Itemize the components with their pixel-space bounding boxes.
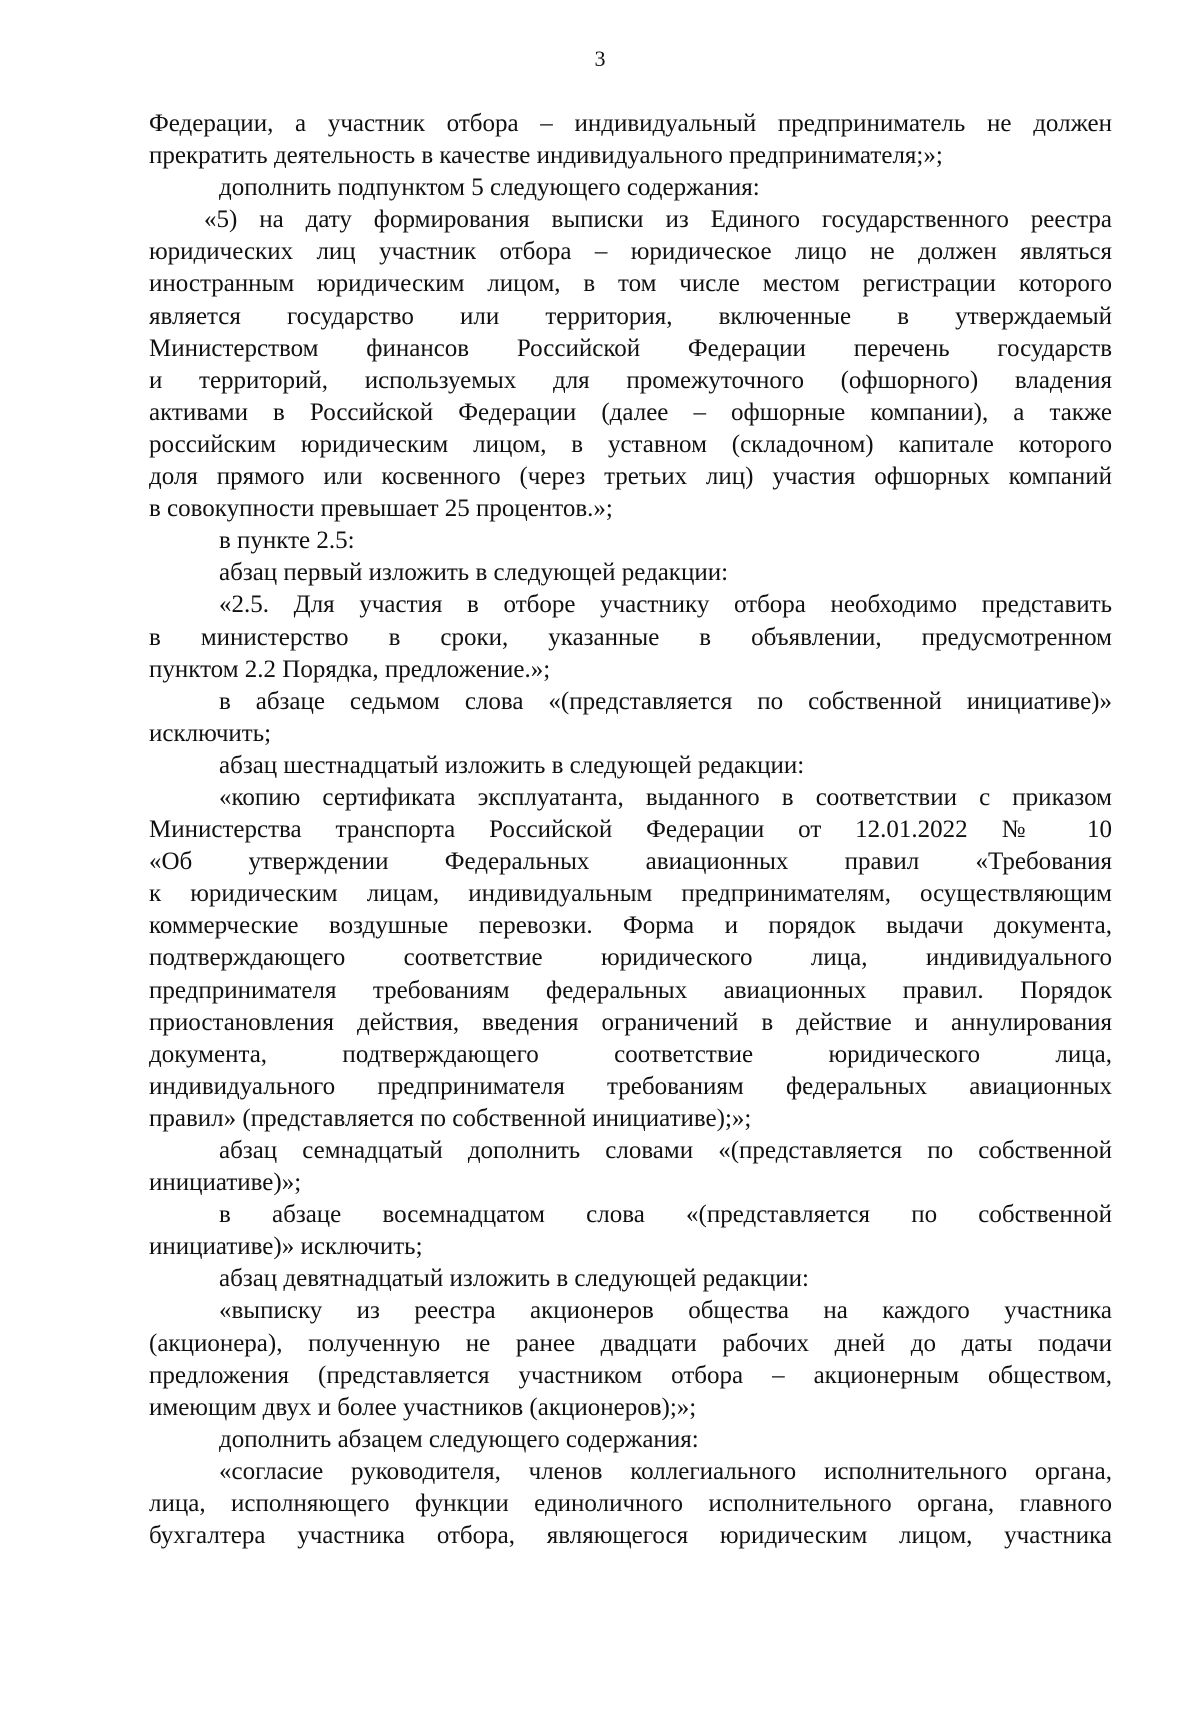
text-line: «согласие руководителя, членов коллегиального исполнительного органа, xyxy=(219,1457,1112,1485)
text-line: дополнить абзацем следующего содержания: xyxy=(219,1425,699,1453)
text-line: «Об утверждении Федеральных авиационных правил «Требования xyxy=(149,848,1112,876)
text-line: пунктом 2.2 Порядка, предложение.»; xyxy=(149,655,551,683)
text-line: в министерство в сроки, указанные в объявлении, предусмотренном xyxy=(149,623,1112,651)
text-line: инициативе)» исключить; xyxy=(149,1233,423,1261)
text-line: лица, исполняющего функции единоличного исполнительного органа, главного xyxy=(149,1490,1112,1518)
text-line: к юридическим лицам, индивидуальным предпринимателям, осуществляющим xyxy=(149,880,1112,908)
text-line: подтверждающего соответствие юридического лица, индивидуального xyxy=(149,944,1112,972)
text-line: индивидуального предпринимателя требованиям федеральных авиационных xyxy=(149,1072,1112,1100)
text-line: «выписку из реестра акционеров общества на каждого участника xyxy=(219,1297,1112,1325)
text-line: Федерации, а участник отбора – индивидуальный предприниматель не должен xyxy=(149,110,1112,137)
page-number: 3 xyxy=(594,46,606,71)
text-line: российским юридическим лицом, в уставном (складочном) капитале которого xyxy=(149,430,1112,458)
text-line: в абзаце седьмом слова «(представляется по собственной инициативе)» xyxy=(219,687,1112,715)
text-line: исключить; xyxy=(149,719,272,747)
text-line: является государство или территория, включенные в утверждаемый xyxy=(149,302,1112,330)
text-line: абзац девятнадцатый изложить в следующей редакции: xyxy=(219,1265,809,1293)
text-line: приостановления действия, введения ограничений в действие и аннулирования xyxy=(149,1008,1112,1036)
text-line: абзац семнадцатый дополнить словами «(представляется по собственной xyxy=(219,1137,1112,1164)
text-line: «копию сертификата эксплуатанта, выданного в соответствии с приказом xyxy=(219,783,1112,811)
text-line: «2.5. Для участия в отборе участнику отбора необходимо представить xyxy=(219,591,1112,619)
text-line: предпринимателя требованиям федеральных авиационных правил. Порядок xyxy=(149,976,1112,1004)
text-line: бухгалтера участника отбора, являющегося юридическим лицом, участника xyxy=(149,1522,1112,1550)
text-line: прекратить деятельность в качестве индивидуального предпринимателя;»; xyxy=(149,142,943,170)
text-line: коммерческие воздушные перевозки. Форма и порядок выдачи документа, xyxy=(149,912,1112,940)
text-line: абзац первый изложить в следующей редакции: xyxy=(219,559,729,587)
text-line: доля прямого или косвенного (через третьих лиц) участия офшорных компаний xyxy=(149,463,1112,491)
text-line: правил» (представляется по собственной инициативе);»; xyxy=(149,1104,752,1132)
text-line: Министерством финансов Российской Федерации перечень государств xyxy=(149,334,1112,362)
text-line: предложения (представляется участником отбора – акционерным обществом, xyxy=(149,1361,1112,1389)
text-line: Министерства транспорта Российской Федерации от 12.01.2022 № 10 xyxy=(149,816,1112,844)
text-line: в пункте 2.5: xyxy=(219,527,355,555)
text-line: и территорий, используемых для промежуточного (офшорного) владения xyxy=(149,366,1112,394)
text-line: в абзаце восемнадцатом слова «(представляется по собственной xyxy=(219,1201,1112,1229)
text-line: иностранным юридическим лицом, в том числе местом регистрации которого xyxy=(149,270,1112,298)
text-line: абзац шестнадцатый изложить в следующей редакции: xyxy=(219,751,805,779)
text-line: документа, подтверждающего соответствие юридического лица, xyxy=(149,1040,1112,1068)
text-line: активами в Российской Федерации (далее – офшорные компании), а также xyxy=(149,398,1112,426)
text-line: имеющим двух и более участников (акционеров);»; xyxy=(149,1393,697,1421)
text-line: инициативе)»; xyxy=(149,1169,302,1197)
text-line: юридических лиц участник отбора – юридическое лицо не должен являться xyxy=(149,238,1112,266)
text-line: (акционера), полученную не ранее двадцати рабочих дней до даты подачи xyxy=(149,1329,1112,1357)
document-body xyxy=(149,108,1112,1552)
text-line: «5) на дату формирования выписки из Единого государственного реестра xyxy=(204,206,1112,234)
text-line: в совокупности превышает 25 процентов.»; xyxy=(149,495,613,523)
text-line: дополнить подпунктом 5 следующего содержания: xyxy=(219,174,760,202)
